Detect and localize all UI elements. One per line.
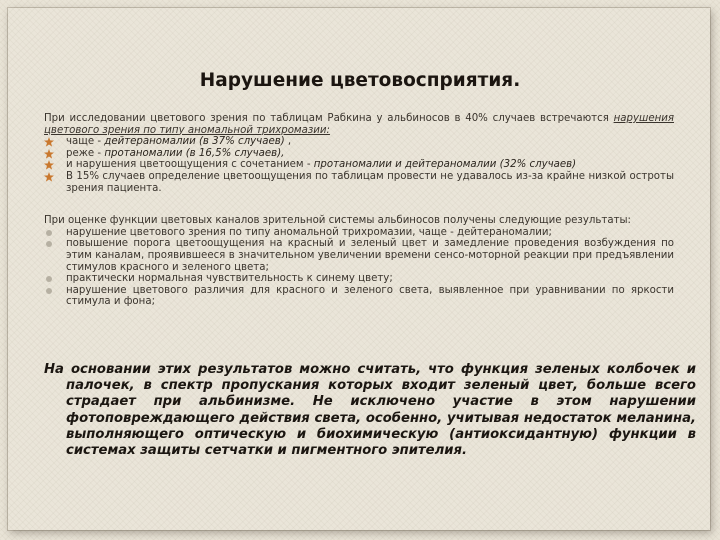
conclusion-paragraph: На основании этих результатов можно считать, что функция зеленых колбочек и палочек, в спектр пропускания которых входит зеленый цвет, больше всего страдает при альбинизме. Не исключено участие в этом нарушении фотоповреждающего действия света, особенно, учитывая недостаток меланина, выполняющего оптическую и биохимическую (антиоксидантную) функции в системах защиты сетчатки и пигментного эпителия. <box>44 362 696 459</box>
slide-title: Нарушение цветовосприятия. <box>199 70 521 91</box>
dot-bullet-icon <box>46 241 52 247</box>
list-item <box>44 227 674 239</box>
section1-intro <box>44 113 674 136</box>
list-item <box>44 136 674 148</box>
spacer <box>44 194 674 215</box>
list-item-prefix: и нарушения цветоощущения с сочетанием - <box>66 159 314 171</box>
dot-bullet-icon <box>46 230 52 236</box>
list-item-emphasis: протаномалии (в 16,5% случаев), <box>104 147 285 159</box>
section1-intro-text: При исследовании цветового зрения по таблицам Рабкина у альбиносов в 40% случаев встречаются <box>44 113 614 124</box>
star-bullet-icon <box>44 160 54 170</box>
list-item-text: нарушение цветового зрения по типу аномальной трихромазии, чаще - дейтераномалии; <box>66 226 552 238</box>
list-item-prefix: В 15% случаев определение цветоощущения по таблицам провести не удавалось из-за крайне низкой остроты зрения пациента. <box>66 170 674 194</box>
list-item <box>44 159 674 171</box>
dot-bullet-icon <box>46 276 52 282</box>
list-item-emphasis: дейтераномалии (в 37% случаев) <box>104 136 285 148</box>
list-item <box>44 171 674 194</box>
star-bullet-icon <box>44 149 54 159</box>
section2-list <box>44 227 674 308</box>
star-bullet-icon <box>44 137 54 147</box>
list-item-emphasis: протаномалии и дейтераномалии (32% случаев) <box>313 159 577 171</box>
list-item-prefix: чаще - <box>66 136 105 148</box>
list-item <box>44 273 674 285</box>
star-bullet-icon <box>44 172 54 182</box>
list-item-text: нарушение цветового различия для красного и зеленого света, выявленное при уравнивании по яркости стимула и фона; <box>66 284 674 308</box>
list-item-suffix: , <box>284 136 292 148</box>
list-item-text: повышение порога цветоощущения на красный и зеленый цвет и замедление проведения возбуждения по этим каналам, проявившееся в значительном увеличении времени сенсо-моторной реакции при предъявлении стимулов красного и зеленого цвета; <box>66 238 674 273</box>
section1-intro-underlined: нарушения цветового зрения по типу аномальной трихромазии: <box>44 113 674 136</box>
list-item <box>44 285 674 308</box>
section1-list <box>44 136 674 194</box>
dot-bullet-icon <box>46 288 52 294</box>
list-item-text: практически нормальная чувствительность к синему цвету; <box>66 273 393 285</box>
list-item <box>44 148 674 160</box>
list-item <box>44 238 674 273</box>
slide-body <box>44 113 674 308</box>
list-item-prefix: реже - <box>66 147 105 159</box>
section2-intro: При оценке функции цветовых каналов зрительной системы альбиносов получены следующие результаты: <box>44 215 631 227</box>
